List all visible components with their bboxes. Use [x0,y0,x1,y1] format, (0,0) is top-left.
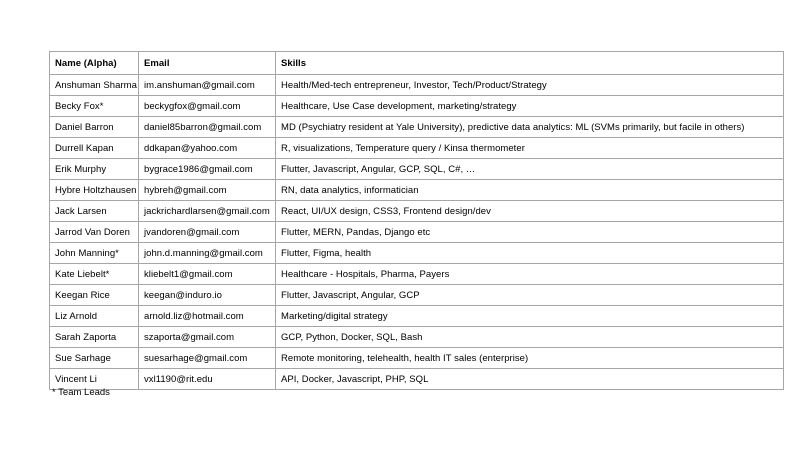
cell-email: beckygfox@gmail.com [139,96,276,117]
table-row [50,96,784,117]
cell-skills: Health/Med-tech entrepreneur, Investor, Tech/Product/Strategy [276,75,784,96]
cell-name: Jarrod Van Doren [50,222,139,243]
table-row [50,201,784,222]
table-row [50,180,784,201]
table-row [50,243,784,264]
cell-skills: Flutter, Javascript, Angular, GCP [276,285,784,306]
cell-email: keegan@induro.io [139,285,276,306]
table-row [50,369,784,390]
footnote-team-leads: * Team Leads [52,387,110,398]
cell-email: szaporta@gmail.com [139,327,276,348]
cell-name: Hybre Holtzhausen [50,180,139,201]
table-row [50,264,784,285]
cell-email: im.anshuman@gmail.com [139,75,276,96]
table-row [50,75,784,96]
cell-skills: GCP, Python, Docker, SQL, Bash [276,327,784,348]
cell-email: kliebelt1@gmail.com [139,264,276,285]
cell-skills: React, UI/UX design, CSS3, Frontend design/dev [276,201,784,222]
table-row [50,306,784,327]
table-header [50,52,784,75]
cell-name: Daniel Barron [50,117,139,138]
roster-table-container [49,51,783,390]
table-row [50,285,784,306]
cell-skills: R, visualizations, Temperature query / Kinsa thermometer [276,138,784,159]
cell-email: vxl1190@rit.edu [139,369,276,390]
table-body [50,75,784,390]
cell-name: Durrell Kapan [50,138,139,159]
cell-skills: RN, data analytics, informatician [276,180,784,201]
cell-email: jvandoren@gmail.com [139,222,276,243]
cell-name: Vincent Li [50,369,139,390]
column-header-email: Email [139,52,276,75]
cell-skills: Flutter, Figma, health [276,243,784,264]
cell-email: suesarhage@gmail.com [139,348,276,369]
cell-skills: API, Docker, Javascript, PHP, SQL [276,369,784,390]
cell-name: Sarah Zaporta [50,327,139,348]
table-row [50,117,784,138]
cell-skills: Healthcare, Use Case development, marketing/strategy [276,96,784,117]
cell-name: Anshuman Sharma [50,75,139,96]
cell-email: john.d.manning@gmail.com [139,243,276,264]
cell-skills: Remote monitoring, telehealth, health IT sales (enterprise) [276,348,784,369]
table-row [50,348,784,369]
table-row [50,138,784,159]
table-header-row [50,52,784,75]
cell-name: Liz Arnold [50,306,139,327]
cell-skills: Marketing/digital strategy [276,306,784,327]
cell-name: Sue Sarhage [50,348,139,369]
cell-name: Erik Murphy [50,159,139,180]
cell-email: bygrace1986@gmail.com [139,159,276,180]
cell-skills: MD (Psychiatry resident at Yale University), predictive data analytics: ML (SVMs primarily, but facile in others) [276,117,784,138]
column-header-skills: Skills [276,52,784,75]
cell-skills: Flutter, MERN, Pandas, Django etc [276,222,784,243]
cell-name: Jack Larsen [50,201,139,222]
cell-name: John Manning* [50,243,139,264]
cell-skills: Healthcare - Hospitals, Pharma, Payers [276,264,784,285]
cell-email: arnold.liz@hotmail.com [139,306,276,327]
cell-skills: Flutter, Javascript, Angular, GCP, SQL, C#, … [276,159,784,180]
cell-email: hybreh@gmail.com [139,180,276,201]
cell-email: jackrichardlarsen@gmail.com [139,201,276,222]
cell-name: Becky Fox* [50,96,139,117]
cell-name: Keegan Rice [50,285,139,306]
cell-name: Kate Liebelt* [50,264,139,285]
table-row [50,159,784,180]
team-roster-table [49,51,784,390]
column-header-name: Name (Alpha) [50,52,139,75]
table-row [50,222,784,243]
table-row [50,327,784,348]
cell-email: ddkapan@yahoo.com [139,138,276,159]
cell-email: daniel85barron@gmail.com [139,117,276,138]
